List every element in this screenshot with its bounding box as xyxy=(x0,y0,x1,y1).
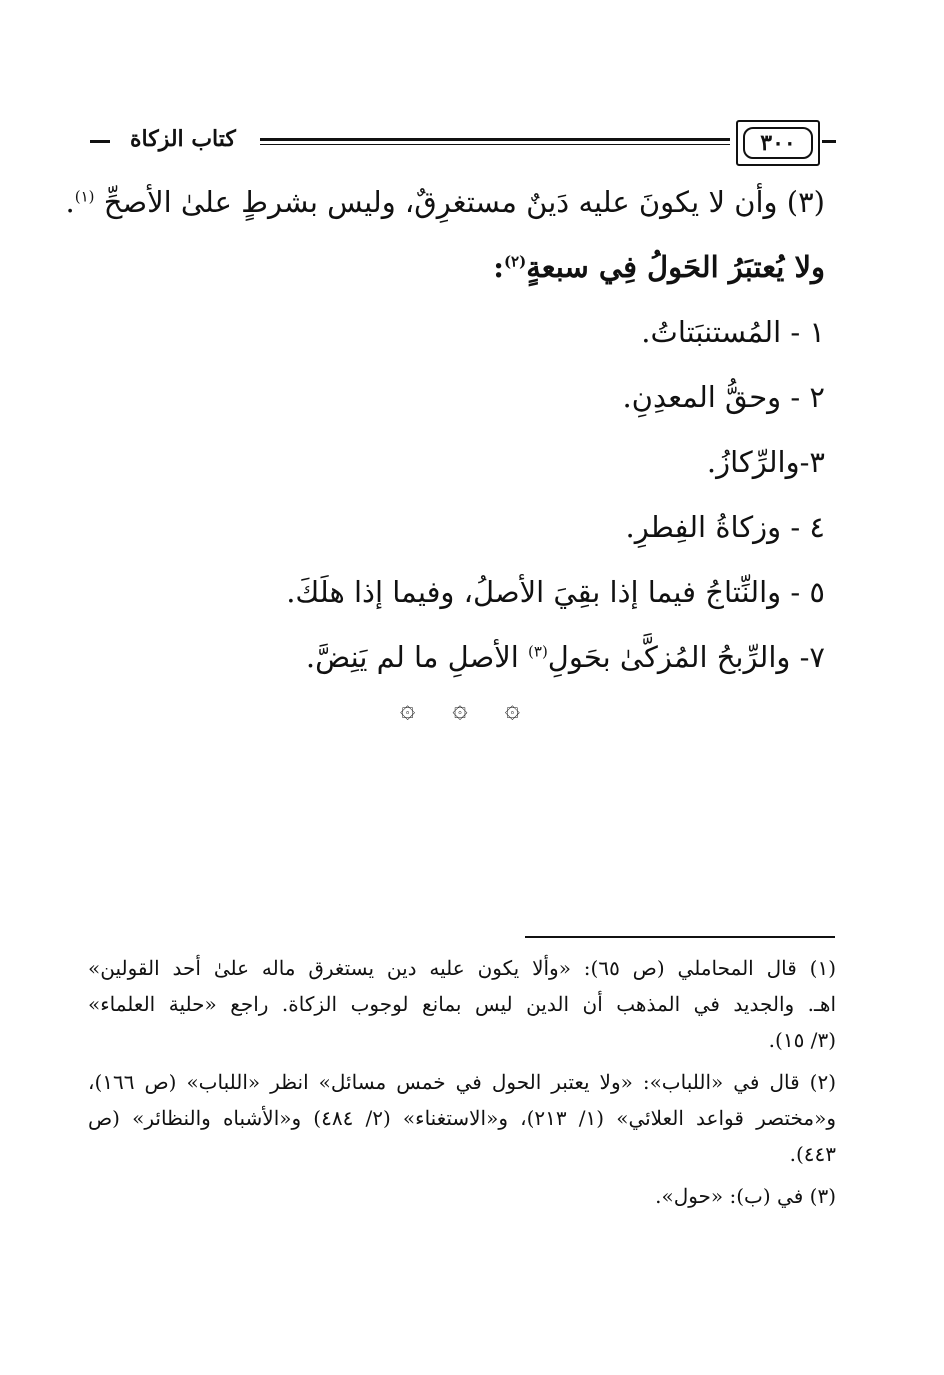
page-header xyxy=(90,110,835,170)
footnote-2-line-2: و«مختصر قواعد العلائي» (١/ ٢١٣)، و«الاستغناء» (٢/ ٤٨٤) و«الأشباه والنظائر» (ص xyxy=(88,1106,836,1130)
footnote-mark-2: (٢) xyxy=(503,252,527,271)
section-end-ornaments xyxy=(400,694,520,724)
footnote-1-line-2: اهـ. والجديد في المذهب أن الدين ليس بمانع لوجوب الزكاة. راجع «حلية العلماء» xyxy=(88,992,836,1016)
page-number: ٣٠٠ xyxy=(760,130,796,156)
main-text xyxy=(65,170,825,690)
header-rule-middle-thin xyxy=(260,144,730,145)
footnote-1-line-1: (١) قال المحاملي (ص ٦٥): «وألا يكون عليه دين يستغرق ماله علىٰ أحد القولين» xyxy=(88,956,837,980)
header-rule-middle xyxy=(260,138,730,141)
footnote-separator xyxy=(525,936,835,938)
footnote-3: (٣) في (ب): «حول». xyxy=(655,1184,836,1208)
list-item-3: ٣-والرِّكازُ. xyxy=(706,445,825,479)
footnote-1-line-3: (٣/ ١٥). xyxy=(768,1028,836,1052)
footnote-2-line-3: ٤٤٣). xyxy=(789,1142,836,1166)
header-rule-left-short xyxy=(90,140,110,143)
text-line-condition: (٣) وأن لا يكونَ عليه دَينٌ مستغرِقٌ، وليس بشرطٍ علىٰ الأصحِّ $^{(١)}$. xyxy=(65,185,825,219)
footnote-mark-1: (١) xyxy=(74,187,95,206)
footnotes xyxy=(88,950,836,1214)
page-number-box xyxy=(736,120,820,166)
list-item-7: ٧- والرِّبحُ المُزكَّىٰ بحَولِ$^{(٣)}$ الأصلِ ما لم يَنِضَّ. xyxy=(305,640,825,674)
list-item-2: ٢ - وحقُّ المعدِنِ. xyxy=(622,380,825,414)
ornament-icon: ۞ xyxy=(452,694,468,724)
footnote-2-line-1: (٢) قال في «اللباب»: «ولا يعتبر الحول في خمس مسائل» انظر «اللباب» (ص ١٦٦)، xyxy=(88,1070,836,1094)
list-item-5: ٥ - والنِّتاجُ فيما إذا بقِيَ الأصلُ، وفيما إذا هلَكَ. xyxy=(286,575,825,609)
footnote-mark-3: (٣) xyxy=(528,642,548,661)
ornament-icon: ۞ xyxy=(504,694,520,724)
list-item-1: ١ - المُستنبَتاتُ. xyxy=(641,315,825,349)
ornament-icon: ۞ xyxy=(400,694,416,724)
list-item-4: ٤ - وزكاةُ الفِطرِ. xyxy=(625,510,825,544)
text-line-intro: ولا يُعتبَرُ الحَولُ فِي سبعةٍ$^{(٢)}$: xyxy=(493,250,825,284)
header-rule-right-short xyxy=(822,140,836,143)
running-title: كتاب الزكاة xyxy=(130,126,236,152)
